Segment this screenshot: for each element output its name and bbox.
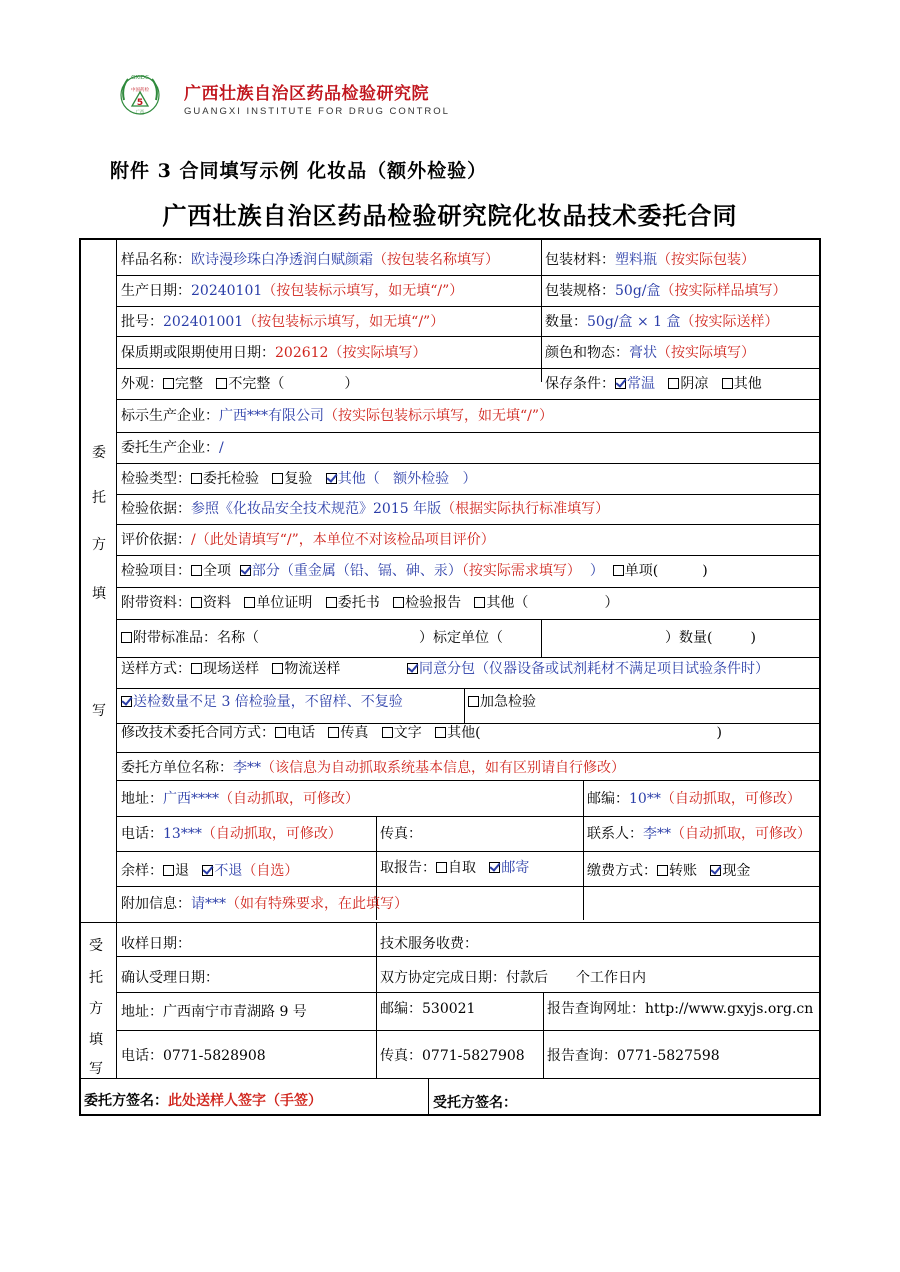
confirm-date-field[interactable]: 确认受理日期： (121, 970, 219, 986)
report-mail-checkbox[interactable] (489, 862, 500, 873)
appearance-complete-checkbox[interactable] (163, 378, 174, 389)
client-phone-field[interactable]: 电话：13***（自动抓取，可修改） (121, 826, 342, 842)
items-single-checkbox[interactable] (613, 565, 624, 576)
contract-form (79, 238, 821, 1116)
payment-method-field: 缴费方式： 转账 现金 (587, 863, 751, 879)
additional-info-field[interactable]: 附加信息：请***（如有特殊要求，在此填写） (121, 896, 408, 912)
insufficient-sample-field: 送检数量不足 3 倍检验量，不留样、不复验 (121, 692, 403, 712)
items-partial-checkbox[interactable] (240, 565, 251, 576)
report-pickup-field: 取报告： 自取 邮寄 (380, 860, 530, 876)
client-fax-field[interactable]: 传真： (380, 826, 422, 842)
receiver-signature-field[interactable]: 受托方签名： (433, 1095, 517, 1111)
receiver-side-label-1: 受 (89, 938, 103, 954)
reference-standard-field: 附带标准品：名称（ ）标定单位（ ）数量( ) (121, 628, 756, 648)
leftover-sample-field: 余样： 退 不退（自选） (121, 863, 299, 879)
test-type-entrusted-checkbox[interactable] (191, 473, 202, 484)
report-website-link[interactable]: 报告查询网址：http://www.gxyjs.org.cn (547, 1001, 814, 1017)
attachment-heading: 附件 3 合同填写示例 化妆品（额外检验） (110, 160, 488, 182)
appearance-field: 外观： 完整 不完整（ ） (121, 376, 359, 392)
package-spec-field[interactable]: 包装规格：50g/盒（按实际样品填写） (545, 283, 787, 299)
subcontract-checkbox[interactable] (407, 663, 418, 674)
quantity-field[interactable]: 数量：50g/盒 × 1 盒（按实际送样） (545, 314, 779, 330)
report-self-checkbox[interactable] (436, 862, 447, 873)
institute-name-cn: 广西壮族自治区药品检验研究院 (184, 84, 429, 104)
urgent-test-checkbox[interactable] (468, 696, 479, 707)
client-name-field[interactable]: 委托方单位名称：李**（该信息为自动抓取系统基本信息，如有区别请自行修改） (121, 760, 625, 776)
institute-logo (118, 70, 162, 120)
attach-other-checkbox[interactable] (474, 597, 485, 608)
appearance-incomplete-checkbox[interactable] (216, 378, 227, 389)
evaluation-basis-field[interactable]: 评价依据：/（此处请填写“/”，本单位不对该检品项目评价） (121, 532, 495, 548)
receiver-side-label-4: 填 (89, 1032, 103, 1048)
labeled-manufacturer-field[interactable]: 标示生产企业：广西***有限公司（按实际包装标示填写，如无填“/”） (121, 408, 554, 424)
logo-badge-mid: 中国药检 (131, 88, 149, 93)
subcontract-field: 同意分包（仪器设备或试剂耗材不满足项目试验条件时） (407, 659, 769, 679)
modify-phone-checkbox[interactable] (275, 727, 286, 738)
receiver-side-label-5: 写 (89, 1061, 103, 1077)
sample-name-field[interactable]: 样品名称：欧诗漫珍珠白净透润白赋颜霜（按包装名称填写） (121, 252, 499, 268)
receiver-address: 地址：广西南宁市青湖路 9 号 (121, 1004, 307, 1020)
receiver-fax: 传真：0771-5827908 (380, 1048, 525, 1064)
service-fee-field[interactable]: 技术服务收费： (380, 936, 478, 952)
leftover-return-checkbox[interactable] (163, 865, 174, 876)
svg-text:5: 5 (136, 98, 144, 108)
batch-number-field[interactable]: 批号：202401001（按包装标示填写，如无填“/”） (121, 314, 445, 330)
insufficient-sample-checkbox[interactable] (121, 696, 132, 707)
attach-proof-checkbox[interactable] (244, 597, 255, 608)
storage-normal-checkbox[interactable] (615, 378, 626, 389)
receive-date-field[interactable]: 收样日期： (121, 936, 191, 952)
modify-method-field: 修改技术委托合同方式： 电话 传真 文字 其他( ) (121, 725, 723, 741)
receiver-phone: 电话：0771-5828908 (121, 1048, 266, 1064)
reference-standard-checkbox[interactable] (121, 632, 132, 643)
client-signature-field[interactable]: 委托方签名：此处送样人签字（手签） (84, 1093, 322, 1109)
send-logistics-checkbox[interactable] (272, 663, 283, 674)
production-date-field[interactable]: 生产日期：20240101（按包装标示填写，如无填“/”） (121, 283, 464, 299)
client-side-label-2: 托 (92, 490, 106, 506)
attach-docs-checkbox[interactable] (191, 597, 202, 608)
leftover-keep-checkbox[interactable] (202, 865, 213, 876)
client-address-field[interactable]: 地址：广西****（自动抓取，可修改） (121, 791, 359, 807)
receiver-postcode: 邮编：530021 (380, 1001, 476, 1017)
storage-cool-checkbox[interactable] (668, 378, 679, 389)
page-title: 广西壮族自治区药品检验研究院化妆品技术委托合同 (162, 201, 738, 230)
test-basis-field[interactable]: 检验依据：参照《化妆品安全技术规范》2015 年版（根据实际执行标准填写） (121, 501, 610, 517)
receiver-side-label-2: 托 (89, 970, 103, 986)
test-items-field: 检验项目： 全项 部分（重金属（铅、镉、砷、汞）（按实际需求填写） ） 单项( ) (121, 563, 708, 579)
test-type-other-checkbox[interactable] (326, 473, 337, 484)
report-query-phone: 报告查询：0771-5827598 (547, 1048, 720, 1064)
urgent-test-field: 加急检验 (468, 692, 536, 712)
send-onsite-checkbox[interactable] (191, 663, 202, 674)
complete-date-field[interactable]: 双方协定完成日期：付款后 个工作日内 (380, 970, 646, 986)
logo-badge-bottom: 广西 (136, 109, 144, 114)
packaging-field[interactable]: 包装材料：塑料瓶（按实际包装） (545, 252, 755, 268)
storage-field: 保存条件： 常温 阴凉 其他 (545, 376, 762, 392)
modify-text-checkbox[interactable] (382, 727, 393, 738)
institute-name-en: GUANGXI INSTITUTE FOR DRUG CONTROL (184, 106, 450, 117)
test-type-recheck-checkbox[interactable] (272, 473, 283, 484)
modify-other-checkbox[interactable] (435, 727, 446, 738)
client-side-label-1: 委 (92, 445, 106, 461)
payment-transfer-checkbox[interactable] (657, 865, 668, 876)
attach-letter-checkbox[interactable] (326, 597, 337, 608)
client-side-label-4: 填 (92, 586, 106, 602)
receiver-side-label-3: 方 (89, 1001, 103, 1017)
items-full-checkbox[interactable] (191, 565, 202, 576)
entrusted-manufacturer-field[interactable]: 委托生产企业：/ (121, 440, 224, 456)
attach-report-checkbox[interactable] (393, 597, 404, 608)
client-postcode-field[interactable]: 邮编：10**（自动抓取，可修改） (587, 791, 801, 807)
delivery-method-field: 送样方式： 现场送样 物流送样 (121, 661, 341, 677)
attached-documents-field: 附带资料： 资料 单位证明 委托书 检验报告 其他（ ） (121, 595, 619, 611)
modify-fax-checkbox[interactable] (328, 727, 339, 738)
client-side-label-5: 写 (92, 703, 106, 719)
expiry-field[interactable]: 保质期或限期使用日期：202612（按实际填写） (121, 345, 427, 361)
payment-cash-checkbox[interactable] (710, 865, 721, 876)
logo-badge-top: GXIDC (131, 75, 149, 81)
client-side-label-3: 方 (92, 537, 106, 553)
storage-other-checkbox[interactable] (722, 378, 733, 389)
color-state-field[interactable]: 颜色和物态：膏状（按实际填写） (545, 345, 755, 361)
test-type-field: 检验类型： 委托检验 复验 其他（ 额外检验 ） (121, 471, 477, 487)
client-contact-field[interactable]: 联系人：李**（自动抓取，可修改） (587, 826, 811, 842)
